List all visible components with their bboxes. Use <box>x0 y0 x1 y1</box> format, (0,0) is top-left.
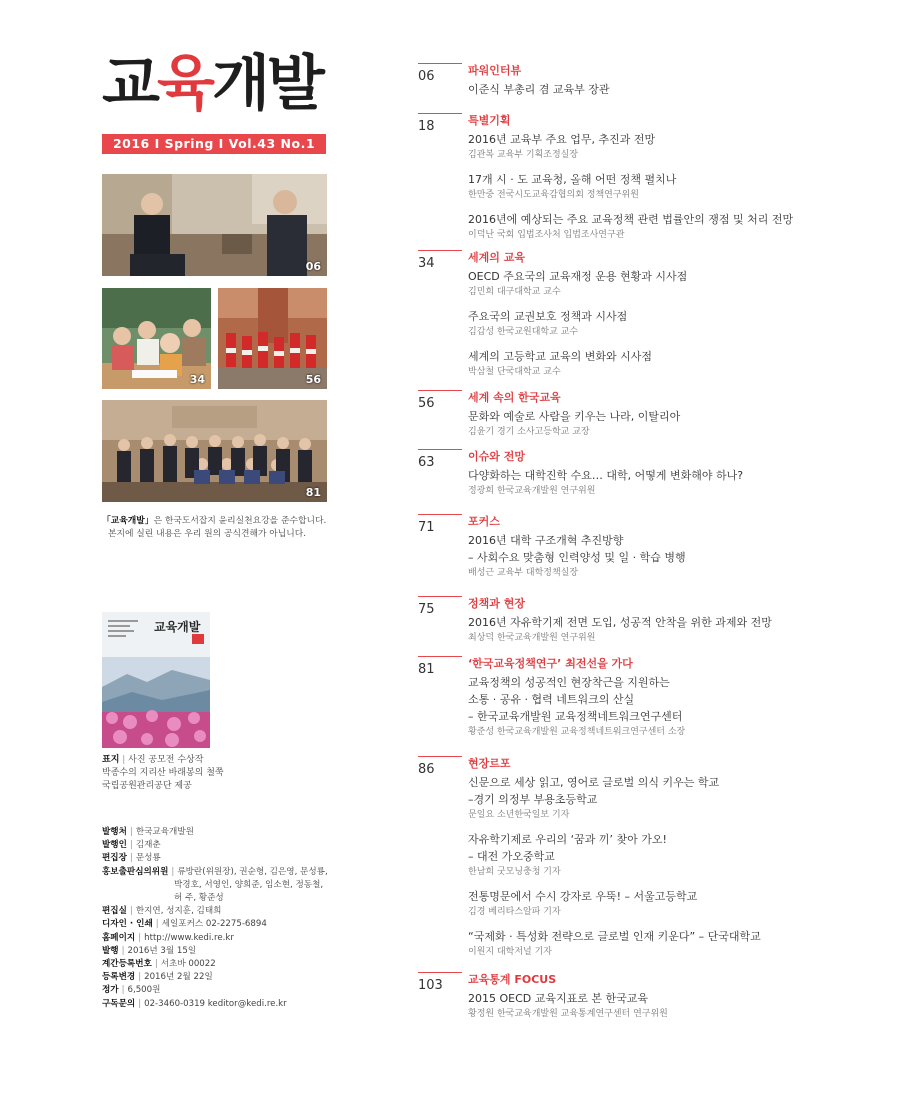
article-title: 2016년 대학 구조개혁 추진방향 <box>468 534 624 547</box>
article-title: 다양화하는 대학진학 수요… 대학, 어떻게 변화해야 하나? <box>468 469 744 482</box>
colophon-key: 편집실 <box>102 906 127 917</box>
colophon-row <box>102 998 362 1011</box>
article-author: 황정원 한국교육개발원 교육통계연구센터 연구위원 <box>468 1009 668 1019</box>
article-title: 문화와 예술로 사람을 키우는 나라, 이탈리아 <box>468 410 681 423</box>
toc-body <box>468 596 818 654</box>
separator: | <box>171 866 175 877</box>
toc-entry <box>468 674 818 739</box>
colophon-value: 서초바 00022 <box>160 959 216 970</box>
section-rule <box>418 596 462 597</box>
article-author: 한남희 굿모닝충청 기자 <box>468 867 561 877</box>
section-rule <box>418 656 462 657</box>
toc-section-title: ‘한국교육정책연구’ 최전선을 가다 <box>468 657 633 670</box>
article-title: – 사회수요 맞춤형 인력양성 및 일 · 학습 병행 <box>468 551 686 564</box>
article-author: 배성근 교육부 대학정책실장 <box>468 568 579 578</box>
article-title: 신문으로 세상 읽고, 영어로 글로벌 의식 키우는 학교 <box>468 776 720 789</box>
colophon-key: 발행 <box>102 945 119 956</box>
colophon-key: 발행처 <box>102 827 127 837</box>
photo-parade <box>218 288 327 389</box>
article-author: 김경 베리타스알파 기자 <box>468 907 561 917</box>
colophon-value: 2016년 2월 22일 <box>144 972 213 983</box>
article-title: OECD 주요국의 교육재정 운용 현황과 시사점 <box>468 270 688 283</box>
colophon-row <box>102 826 362 839</box>
article-title: 2016년에 예상되는 주요 교육정책 관련 법률안의 쟁점 및 처리 전망 <box>468 213 794 226</box>
colophon-value: http://www.kedi.re.kr <box>144 932 234 943</box>
toc-entry <box>468 888 818 919</box>
toc-entry <box>468 467 818 498</box>
section-rule <box>418 449 462 450</box>
toc-page-number: 86 <box>418 762 435 777</box>
article-author: 정광희 한국교육개발원 연구위원 <box>468 486 596 496</box>
colophon-key: 홍보출판심의위원 <box>102 866 169 877</box>
separator: | <box>129 840 133 851</box>
article-author: 황준성 한국교육개발원 교육정책네트워크연구센터 소장 <box>468 727 686 737</box>
section-rule <box>418 972 462 973</box>
colophon <box>102 826 362 1011</box>
toc-section-title: 이슈와 전망 <box>468 450 525 463</box>
colophon-key: 편집장 <box>102 853 127 864</box>
toc-entry <box>468 408 818 439</box>
colophon-value: 세일포커스 02-2275-6894 <box>161 919 267 930</box>
colophon-value: 김재춘 <box>135 840 161 851</box>
article-author: 김민희 대구대학교 교수 <box>468 287 561 297</box>
toc-section-title: 정책과 현장 <box>468 597 525 610</box>
separator: | <box>154 959 158 970</box>
colophon-row <box>102 905 362 918</box>
toc-section-title: 현장르포 <box>468 757 511 770</box>
photo-page-number: 81 <box>305 486 321 499</box>
separator: | <box>138 932 142 943</box>
toc-body <box>468 756 818 968</box>
section-rule <box>418 113 462 114</box>
toc-entry <box>468 171 818 202</box>
colophon-row <box>102 852 362 865</box>
colophon-value: 허 주, 황준성 <box>174 893 224 904</box>
colophon-key: 홈페이지 <box>102 932 136 943</box>
separator: | <box>121 945 125 956</box>
toc-body <box>468 972 818 1030</box>
toc-entry <box>468 81 818 98</box>
toc-entry <box>468 532 818 580</box>
article-title: 전통명문에서 수시 강자로 우뚝! – 서울고등학교 <box>468 890 698 903</box>
colophon-key: 구독문의 <box>102 998 136 1009</box>
photo-interview <box>102 174 327 276</box>
article-author: 한만중 전국시도교육감협의회 정책연구위원 <box>468 190 639 200</box>
colophon-key: 등록변경 <box>102 972 136 983</box>
colophon-row <box>102 932 362 945</box>
toc-body <box>468 656 818 748</box>
toc-section-title: 교육통계 FOCUS <box>468 973 557 986</box>
colophon-key: 계간등록번호 <box>102 959 152 970</box>
magazine-logo: 교육개발 <box>102 49 322 119</box>
toc-body <box>468 250 818 388</box>
photo-page-number: 06 <box>305 260 321 273</box>
toc-page-number: 18 <box>418 119 435 134</box>
toc-entry <box>468 348 818 379</box>
colophon-value: 류방란(위원장), 권순형, 김은영, 문성룡, <box>177 866 328 877</box>
colophon-row <box>102 945 362 958</box>
colophon-value: 한지연, 성지훈, 김태희 <box>135 906 222 917</box>
colophon-value: 한국교육개발원 <box>135 827 194 837</box>
section-rule <box>418 390 462 391</box>
colophon-row <box>102 971 362 984</box>
section-rule <box>418 250 462 251</box>
article-title: – 대전 가오중학교 <box>468 850 555 863</box>
article-author: 김윤기 경기 소사고등학교 교장 <box>468 427 590 437</box>
issue-banner: 2016 I Spring I Vol.43 No.1 <box>102 134 326 154</box>
article-author: 최상덕 한국교육개발원 연구위원 <box>468 633 596 643</box>
article-title: 2016년 자유학기제 전면 도입, 성공적 안착을 위한 과제와 전망 <box>468 616 772 629</box>
toc-page-number: 81 <box>418 662 435 677</box>
toc-page-number: 71 <box>418 520 435 535</box>
separator: | <box>121 985 125 996</box>
article-title: 17개 시 · 도 교육청, 올해 어떤 정책 펼치나 <box>468 173 677 186</box>
toc-page-number: 06 <box>418 69 435 84</box>
photo-classroom <box>102 288 211 389</box>
article-title: –경기 의정부 부용초등학교 <box>468 793 598 806</box>
separator: | <box>129 827 133 837</box>
colophon-value: 6,500원 <box>127 985 161 996</box>
separator: | <box>138 972 142 983</box>
article-author: 김관복 교육부 기획조정실장 <box>468 150 579 160</box>
toc-entry <box>468 990 818 1021</box>
colophon-row <box>102 839 362 852</box>
toc-page-number: 103 <box>418 978 443 993</box>
section-rule <box>418 63 462 64</box>
colophon-key: 디자인 · 인쇄 <box>102 919 153 930</box>
article-title: 소통 · 공유 · 협력 네트워크의 산실 <box>468 693 635 706</box>
photo-group <box>102 400 327 502</box>
toc-body <box>468 63 818 107</box>
toc-entry <box>468 831 818 879</box>
toc-page-number: 56 <box>418 396 435 411</box>
toc-section-title: 포커스 <box>468 515 500 528</box>
colophon-value: 문성룡 <box>135 853 161 864</box>
toc-entry <box>468 308 818 339</box>
photo-page-number: 56 <box>305 373 321 386</box>
colophon-row <box>102 879 362 892</box>
colophon-row <box>102 866 362 879</box>
separator: | <box>129 906 133 917</box>
article-title: “국제화 · 특성화 전략으로 글로벌 인재 키운다” – 단국대학교 <box>468 930 761 943</box>
toc-body <box>468 514 818 589</box>
toc-entry <box>468 928 818 959</box>
article-author: 이덕난 국회 입법조사처 입법조사연구관 <box>468 230 625 240</box>
toc-entry <box>468 268 818 299</box>
cover-caption: 표지 | 사진 공모전 수상작 박종수의 지리산 바래봉의 철쭉 국립공원관리공단 제공 <box>102 755 224 791</box>
article-title: 이준식 부총리 겸 교육부 장관 <box>468 83 610 96</box>
toc-page-number: 63 <box>418 455 435 470</box>
article-title: 2015 OECD 교육지표로 본 한국교육 <box>468 992 648 1005</box>
toc-entry <box>468 211 818 242</box>
article-author: 문일요 소년한국일보 기자 <box>468 810 570 820</box>
section-rule <box>418 756 462 757</box>
separator: | <box>138 998 142 1009</box>
toc-entry <box>468 131 818 162</box>
article-title: 세계의 고등학교 교육의 변화와 시사점 <box>468 350 653 363</box>
toc-section-title: 파워인터뷰 <box>468 64 522 77</box>
colophon-row <box>102 918 362 931</box>
toc-entry <box>468 774 818 822</box>
colophon-key: 정가 <box>102 985 119 996</box>
separator: | <box>129 853 133 864</box>
colophon-key: 발행인 <box>102 840 127 851</box>
toc-body <box>468 113 818 251</box>
article-author: 이원지 대학저널 기자 <box>468 947 552 957</box>
section-rule <box>418 514 462 515</box>
colophon-row <box>102 958 362 971</box>
toc-section-title: 특별기획 <box>468 114 511 127</box>
article-title: – 한국교육개발원 교육정책네트워크연구센터 <box>468 710 683 723</box>
photo-page-number: 34 <box>189 373 205 386</box>
toc-section-title: 세계의 교육 <box>468 251 525 264</box>
colophon-value: 02-3460-0319 keditor@kedi.re.kr <box>144 998 287 1009</box>
toc-body <box>468 390 818 448</box>
cover-logo: 교육개발 <box>154 620 201 634</box>
toc-entry <box>468 614 818 645</box>
article-title: 주요국의 교권보호 정책과 시사점 <box>468 310 628 323</box>
colophon-value: 박경호, 서영인, 양희준, 임소현, 정동철, <box>174 879 324 890</box>
colophon-value: 2016년 3월 15일 <box>127 945 197 956</box>
colophon-row <box>102 984 362 997</box>
article-author: 김갑성 한국교원대학교 교수 <box>468 327 579 337</box>
toc-body <box>468 449 818 507</box>
toc-page-number: 34 <box>418 256 435 271</box>
article-title: 2016년 교육부 주요 업무, 추진과 전망 <box>468 133 656 146</box>
editorial-notice: 「교육개발」은 한국도서잡지 윤리실천요강을 준수합니다. 본지에 실린 내용은 우리 원의 공식견해가 아닙니다. <box>102 516 327 539</box>
separator: | <box>155 919 159 930</box>
toc-section-title: 세계 속의 한국교육 <box>468 391 561 404</box>
toc-page-number: 75 <box>418 602 435 617</box>
colophon-row <box>102 892 362 905</box>
cover-thumbnail <box>102 612 210 748</box>
article-author: 박삼철 단국대학교 교수 <box>468 367 561 377</box>
article-title: 교육정책의 성공적인 현장착근을 지원하는 <box>468 676 670 689</box>
article-title: 자유학기제로 우리의 ‘꿈과 끼’ 찾아 가오! <box>468 833 667 846</box>
